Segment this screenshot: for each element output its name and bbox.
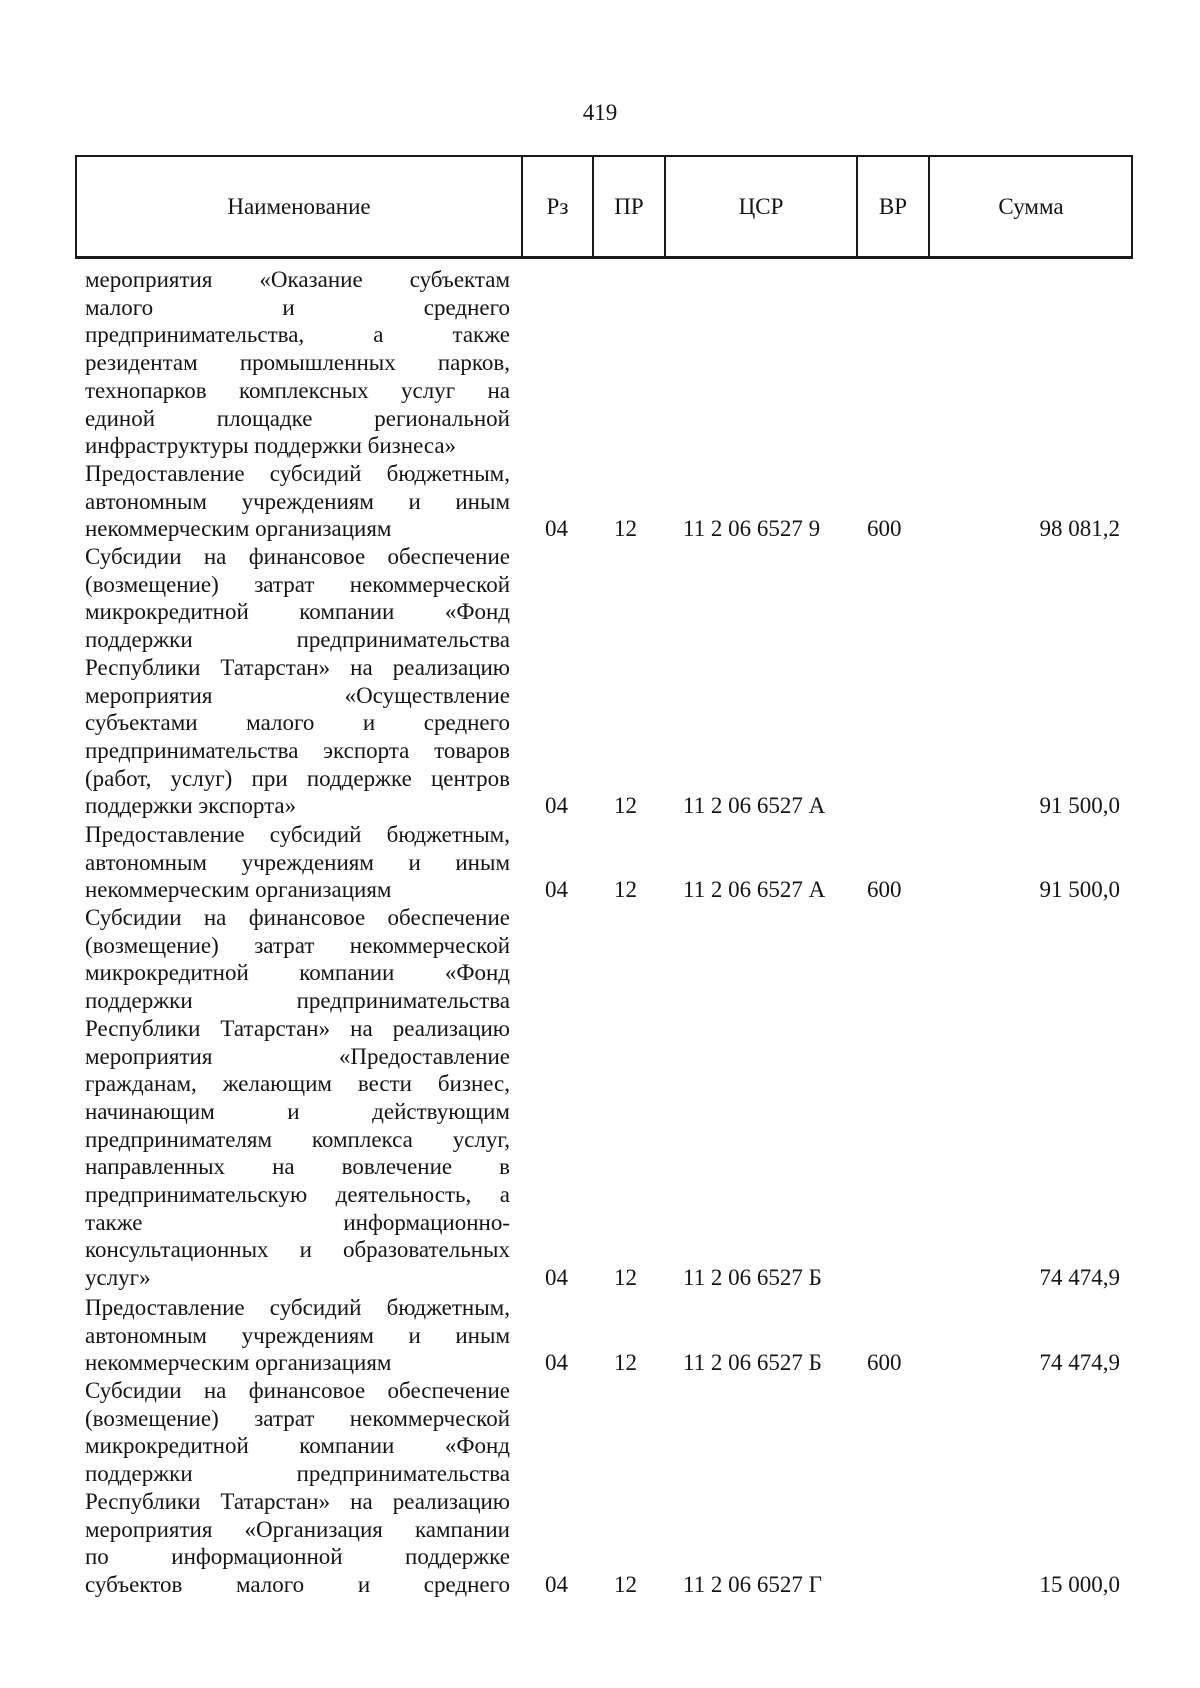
description-line: мероприятия «Осуществление xyxy=(85,682,510,708)
description-line: начинающим и действующим xyxy=(85,1098,510,1124)
cell-csr: 11 2 06 6527 Г xyxy=(683,1571,822,1597)
description-line: Республики Татарстан» на реализацию xyxy=(85,1015,510,1041)
cell-vr: 600 xyxy=(867,877,902,903)
description-line: Субсидии на финансовое обеспечение xyxy=(85,544,510,569)
row-description xyxy=(85,460,510,543)
description-line: Республики Татарстан» на реализацию xyxy=(85,654,510,680)
description-line: Субсидии на финансовое обеспечение xyxy=(85,905,510,930)
row-description xyxy=(85,821,510,904)
cell-pr: 12 xyxy=(614,1571,637,1597)
description-line: инфраструктуры поддержки бизнеса» xyxy=(85,433,457,459)
cell-pr: 12 xyxy=(614,877,637,903)
row-description xyxy=(85,1377,510,1599)
cell-vr: 600 xyxy=(867,516,902,542)
cell-sum: 91 500,0 xyxy=(1039,877,1120,903)
description-line: предпринимателям комплекса услуг, xyxy=(85,1126,510,1152)
cell-rz: 04 xyxy=(545,877,568,903)
description-line: автономным учреждениям и иным xyxy=(85,849,510,875)
cell-rz: 04 xyxy=(545,793,568,819)
description-line: поддержки предпринимательства xyxy=(85,1461,510,1487)
cell-pr: 12 xyxy=(614,793,637,819)
cell-sum: 74 474,9 xyxy=(1039,1350,1120,1376)
cell-rz: 04 xyxy=(545,516,568,542)
page-number: 419 xyxy=(582,100,618,125)
description-line: поддержки предпринимательства xyxy=(85,988,510,1014)
description-line: некоммерческим организациям xyxy=(85,1350,392,1376)
description-line: технопарков комплексных услуг на xyxy=(85,377,510,403)
description-line: автономным учреждениям и иным xyxy=(85,1322,510,1348)
cell-csr: 11 2 06 6527 Б xyxy=(683,1350,822,1376)
cell-vr: 600 xyxy=(867,1350,902,1376)
description-line: услуг» xyxy=(85,1265,151,1291)
cell-sum: 15 000,0 xyxy=(1039,1571,1120,1597)
description-line: некоммерческим организациям xyxy=(85,877,392,903)
description-line: также информационно- xyxy=(85,1209,510,1235)
cell-pr: 12 xyxy=(614,516,637,542)
cell-sum: 74 474,9 xyxy=(1039,1265,1120,1291)
cell-csr: 11 2 06 6527 9 xyxy=(683,516,821,542)
description-line: по информационной поддержке xyxy=(85,1544,510,1570)
header-rz: Рз xyxy=(546,193,569,219)
description-line: Предоставление субсидий бюджетным, xyxy=(85,1295,510,1320)
description-line: субъектов малого и среднего xyxy=(85,1571,510,1597)
header-sum: Сумма xyxy=(998,193,1064,219)
description-line: Республики Татарстан» на реализацию xyxy=(85,1488,510,1514)
row-description xyxy=(85,266,510,460)
description-line: резидентам промышленных парков, xyxy=(85,350,510,376)
table-header xyxy=(75,155,1133,259)
header-vr: ВР xyxy=(878,193,908,219)
header-csr: ЦСР xyxy=(738,193,784,219)
cell-pr: 12 xyxy=(614,1350,637,1376)
description-line: микрокредитной компании «Фонд xyxy=(85,960,510,986)
cell-sum: 91 500,0 xyxy=(1039,793,1120,819)
description-line: некоммерческим организациям xyxy=(85,516,392,542)
header-name: Наименование xyxy=(227,193,371,219)
description-line: предпринимательскую деятельность, а xyxy=(85,1182,510,1208)
description-line: мероприятия «Оказание субъектам xyxy=(85,267,510,292)
description-line: мероприятия «Организация кампании xyxy=(85,1516,510,1542)
description-line: (работ, услуг) при поддержке центров xyxy=(85,765,510,791)
header-pr: ПР xyxy=(614,193,644,219)
description-line: гражданам, желающим вести бизнес, xyxy=(85,1071,510,1097)
description-line: консультационных и образовательных xyxy=(85,1237,510,1263)
description-line: направленных на вовлечение в xyxy=(85,1154,510,1180)
cell-rz: 04 xyxy=(545,1571,568,1597)
description-line: Предоставление субсидий бюджетным, xyxy=(85,461,510,486)
description-line: микрокредитной компании «Фонд xyxy=(85,1433,510,1459)
description-line: поддержки предпринимательства xyxy=(85,627,510,653)
cell-csr: 11 2 06 6527 А xyxy=(683,793,826,819)
description-line: субъектами малого и среднего xyxy=(85,710,510,736)
row-description xyxy=(85,904,510,1292)
description-line: (возмещение) затрат некоммерческой xyxy=(85,932,510,958)
description-line: Предоставление субсидий бюджетным, xyxy=(85,822,510,847)
cell-sum: 98 081,2 xyxy=(1039,516,1120,542)
description-line: микрокредитной компании «Фонд xyxy=(85,599,510,625)
description-line: автономным учреждениям и иным xyxy=(85,488,510,514)
description-line: (возмещение) затрат некоммерческой xyxy=(85,1405,510,1431)
description-line: (возмещение) затрат некоммерческой xyxy=(85,571,510,597)
description-line: поддержки экспорта» xyxy=(85,793,297,819)
row-description xyxy=(85,543,510,820)
cell-csr: 11 2 06 6527 Б xyxy=(683,1265,822,1291)
row-description xyxy=(85,1294,510,1377)
description-line: мероприятия «Предоставление xyxy=(85,1043,510,1069)
cell-rz: 04 xyxy=(545,1350,568,1376)
description-line: предпринимательства, а также xyxy=(85,322,510,348)
cell-pr: 12 xyxy=(614,1265,637,1291)
description-line: малого и среднего xyxy=(85,294,510,320)
cell-csr: 11 2 06 6527 А xyxy=(683,877,826,903)
description-line: Субсидии на финансовое обеспечение xyxy=(85,1378,510,1403)
description-line: предпринимательства экспорта товаров xyxy=(85,737,510,763)
cell-rz: 04 xyxy=(545,1265,568,1291)
description-line: единой площадке региональной xyxy=(85,405,510,431)
